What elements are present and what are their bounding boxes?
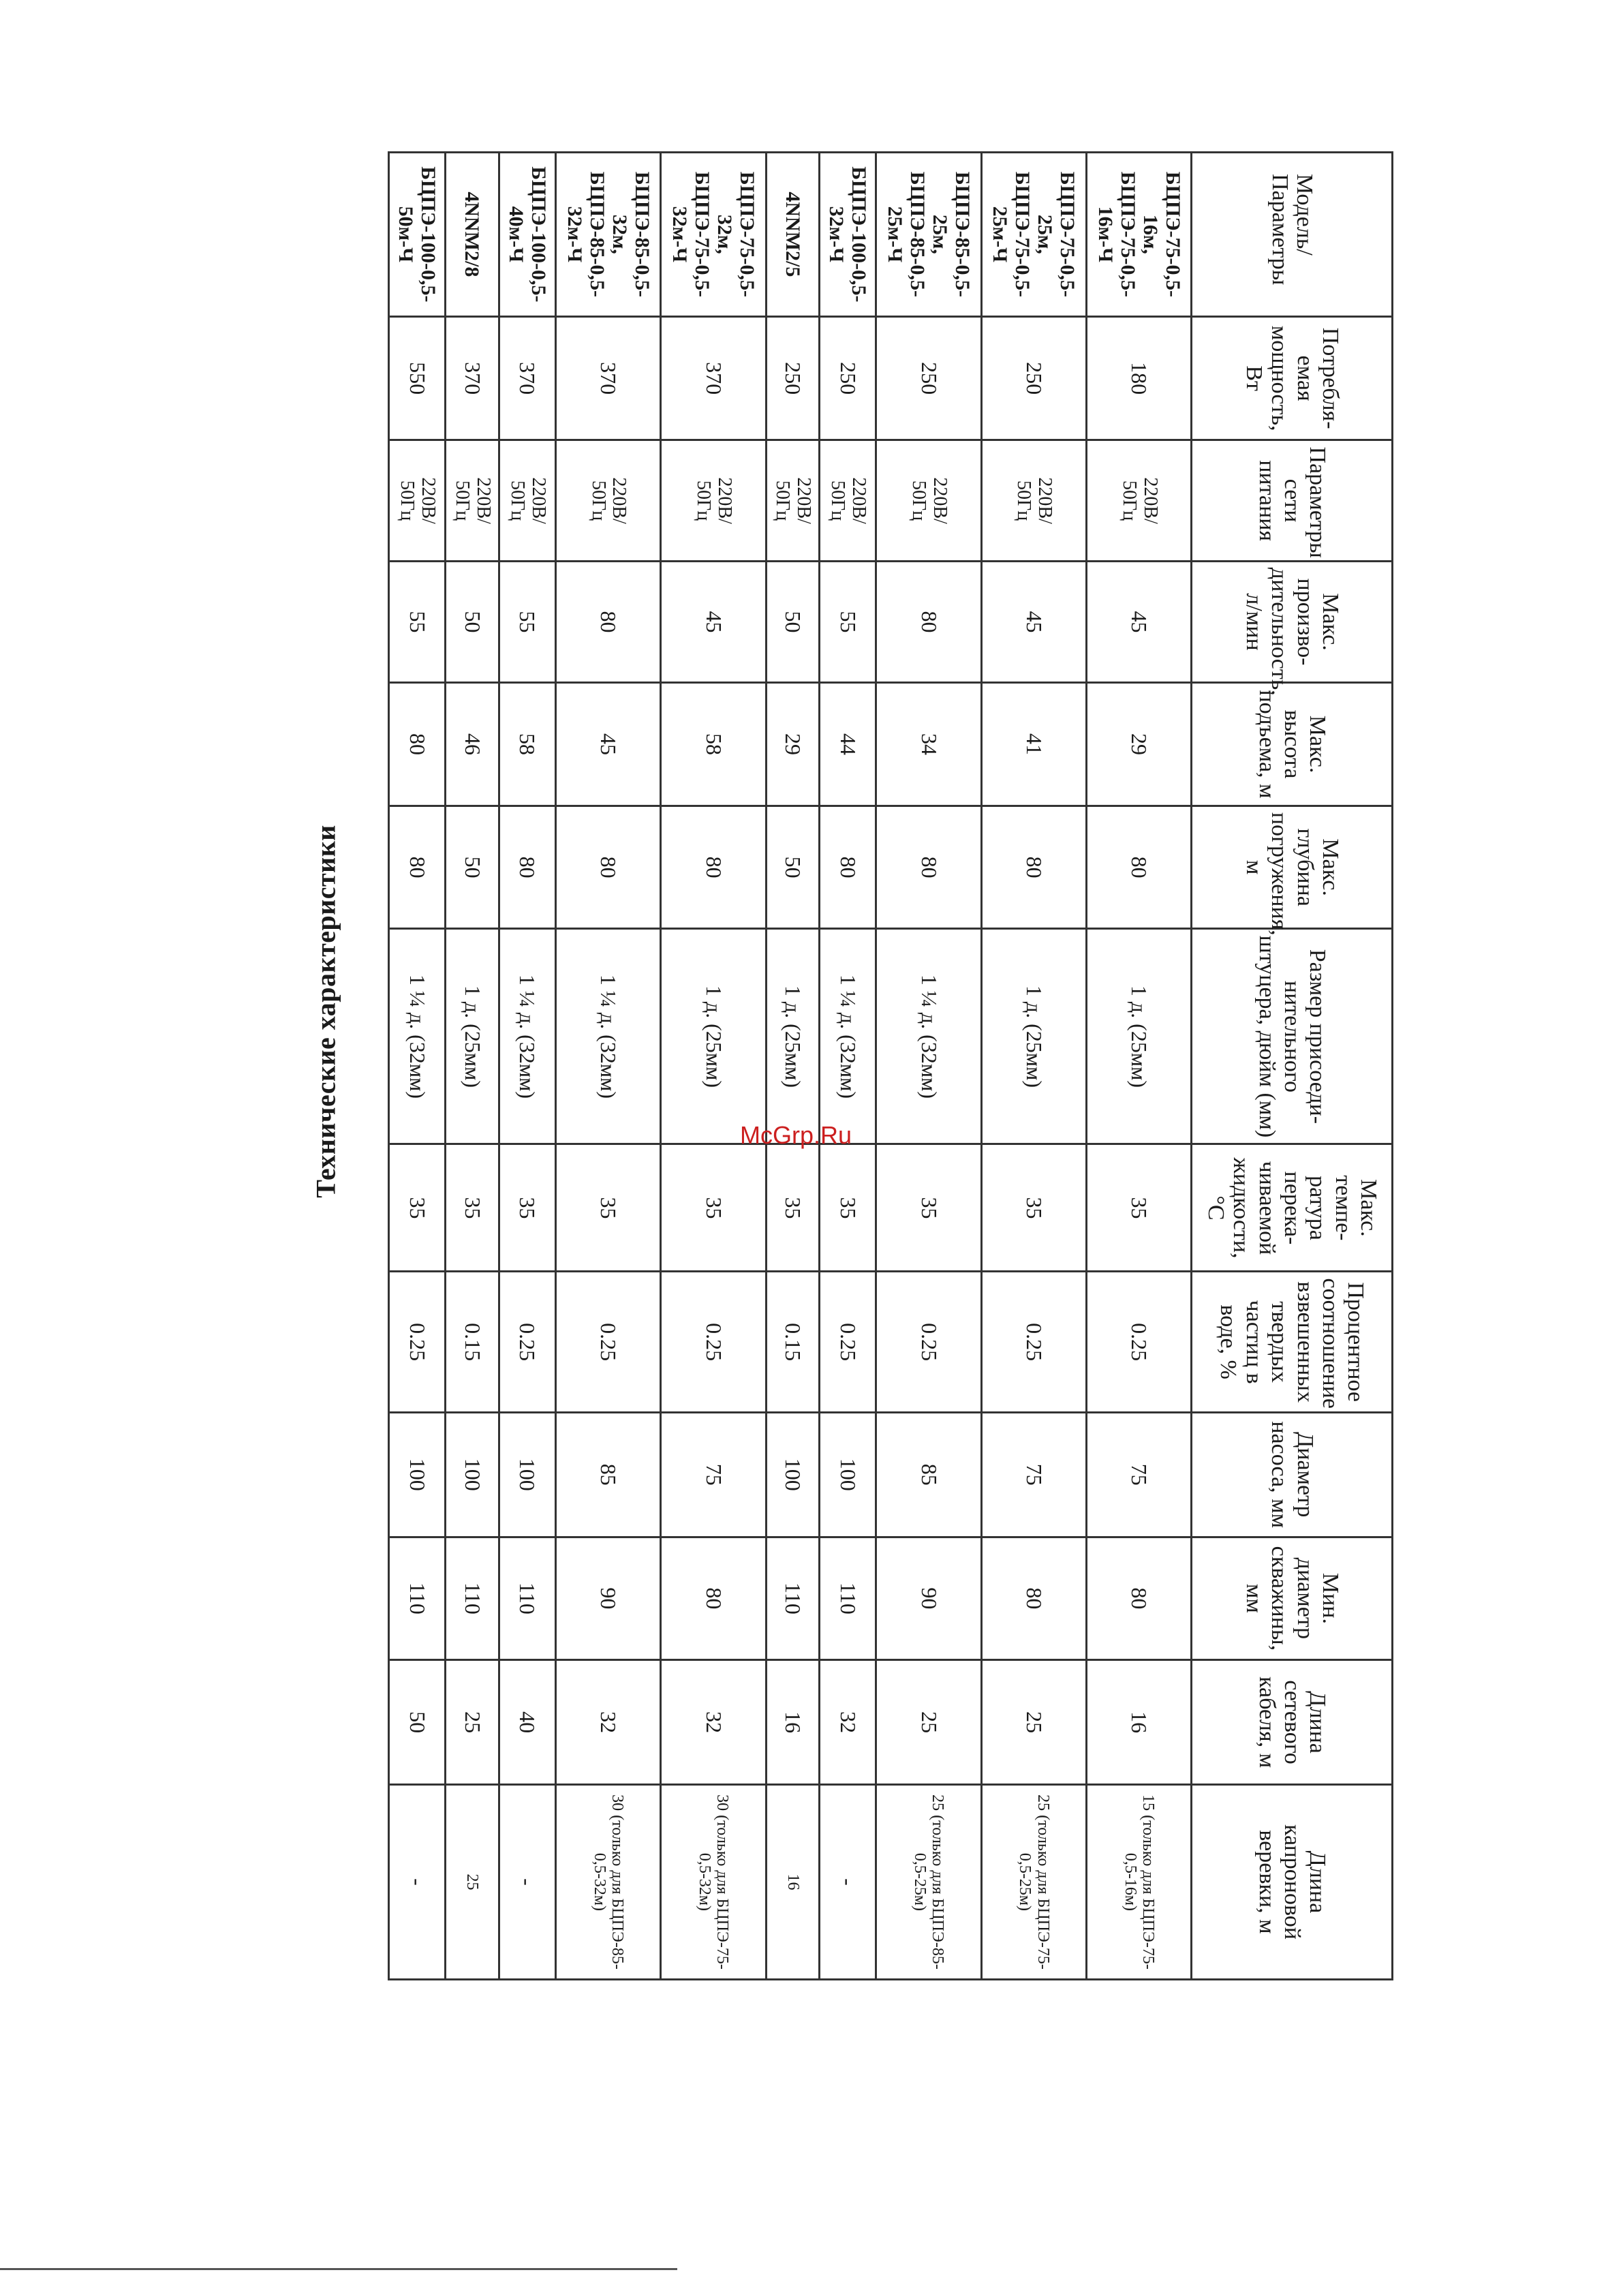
grid-cell: 220В/ 50Гц: [1087, 440, 1192, 561]
lift-cell: 29: [766, 683, 819, 806]
well-cell: 110: [820, 1537, 876, 1660]
power-cell: 370: [555, 316, 660, 440]
header-well: Мин. диаметр скважины, мм: [1192, 1537, 1393, 1660]
fitting-cell: 1 д. (25мм): [661, 929, 766, 1144]
fitting-cell: 1 д. (25мм): [981, 929, 1086, 1144]
grid-cell: 220В/ 50Гц: [876, 440, 981, 561]
rope-cell: 25 (только для БЦПЭ-75-0,5-25м): [981, 1784, 1086, 1979]
depth-cell: 80: [661, 806, 766, 929]
diameter-cell: 100: [389, 1412, 446, 1537]
lift-cell: 58: [499, 683, 555, 806]
grid-cell: 220В/ 50Гц: [820, 440, 876, 561]
lift-cell: 46: [446, 683, 499, 806]
temp-cell: 35: [876, 1144, 981, 1272]
fitting-cell: 1 ¼ д. (32мм): [555, 929, 660, 1144]
depth-cell: 80: [389, 806, 446, 929]
cable-cell: 40: [499, 1660, 555, 1785]
spec-table-wrapper: [388, 151, 1393, 1980]
header-temp: Макс. темпе-ратура перека-чиваемой жидкости, °С: [1192, 1144, 1393, 1272]
well-cell: 110: [499, 1537, 555, 1660]
cable-cell: 25: [981, 1660, 1086, 1785]
solids-cell: 0.25: [1087, 1272, 1192, 1412]
watermark: McGrp.Ru: [740, 1121, 852, 1149]
fitting-cell: 1 ¼ д. (32мм): [499, 929, 555, 1144]
table-row: [766, 153, 819, 1980]
table-row: [820, 153, 876, 1980]
cable-cell: 50: [389, 1660, 446, 1785]
fitting-cell: 1 ¼ д. (32мм): [820, 929, 876, 1144]
diameter-cell: 100: [499, 1412, 555, 1537]
well-cell: 90: [555, 1537, 660, 1660]
model-cell: БЦПЭ-75-0,5-32м, БЦПЭ-75-0,5-32м-Ч: [661, 153, 766, 317]
lift-cell: 44: [820, 683, 876, 806]
table-row: [389, 153, 446, 1980]
flow-cell: 50: [766, 561, 819, 682]
flow-cell: 45: [981, 561, 1086, 682]
grid-cell: 220В/ 50Гц: [446, 440, 499, 561]
well-cell: 110: [446, 1537, 499, 1660]
spec-table-body: [389, 153, 1393, 1980]
solids-cell: 0.25: [555, 1272, 660, 1412]
header-diameter: Диаметр насоса, мм: [1192, 1412, 1393, 1537]
header-lift: Макс. высота подъема, м: [1192, 683, 1393, 806]
depth-cell: 50: [446, 806, 499, 929]
model-cell: 4NNM2/8: [446, 153, 499, 317]
cable-cell: 32: [555, 1660, 660, 1785]
power-cell: 250: [820, 316, 876, 440]
temp-cell: 35: [981, 1144, 1086, 1272]
solids-cell: 0.25: [820, 1272, 876, 1412]
spec-table: [388, 151, 1393, 1980]
well-cell: 80: [981, 1537, 1086, 1660]
table-row: [1087, 153, 1192, 1980]
diameter-cell: 100: [446, 1412, 499, 1537]
cable-cell: 32: [820, 1660, 876, 1785]
solids-cell: 0.15: [446, 1272, 499, 1412]
lift-cell: 41: [981, 683, 1086, 806]
diameter-cell: 100: [820, 1412, 876, 1537]
rope-cell: 30 (только для БЦПЭ-75-0,5-32м): [661, 1784, 766, 1979]
temp-cell: 35: [661, 1144, 766, 1272]
well-cell: 110: [389, 1537, 446, 1660]
rope-cell: 30 (только для БЦПЭ-85-0,5-32м): [555, 1784, 660, 1979]
flow-cell: 55: [820, 561, 876, 682]
power-cell: 370: [446, 316, 499, 440]
rope-cell: 25 (только для БЦПЭ-85-0,5-25м): [876, 1784, 981, 1979]
power-cell: 550: [389, 316, 446, 440]
grid-cell: 220В/ 50Гц: [555, 440, 660, 561]
fitting-cell: 1 д. (25мм): [1087, 929, 1192, 1144]
header-depth: Макс. глубина погружения, м: [1192, 806, 1393, 929]
temp-cell: 35: [446, 1144, 499, 1272]
header-solids: Процентное соотношение взвешенных твердых частиц в воде, %: [1192, 1272, 1393, 1412]
grid-cell: 220В/ 50Гц: [981, 440, 1086, 561]
temp-cell: 35: [766, 1144, 819, 1272]
grid-cell: 220В/ 50Гц: [661, 440, 766, 561]
table-row: [661, 153, 766, 1980]
temp-cell: 35: [820, 1144, 876, 1272]
header-rope: Длина капроновой веревки, м: [1192, 1784, 1393, 1979]
power-cell: 250: [766, 316, 819, 440]
fitting-cell: 1 д. (25мм): [446, 929, 499, 1144]
grid-cell: 220В/ 50Гц: [389, 440, 446, 561]
depth-cell: 80: [499, 806, 555, 929]
model-cell: БЦПЭ-85-0,5-25м, БЦПЭ-85-0,5-25м-Ч: [876, 153, 981, 317]
header-fitting: Размер присоеди-нительного штуцера, дюйм (мм): [1192, 929, 1393, 1144]
diameter-cell: 75: [1087, 1412, 1192, 1537]
model-cell: БЦПЭ-100-0,5-50м-Ч: [389, 153, 446, 317]
table-row: [555, 153, 660, 1980]
well-cell: 90: [876, 1537, 981, 1660]
fitting-cell: 1 ¼ д. (32мм): [876, 929, 981, 1144]
grid-cell: 220В/ 50Гц: [499, 440, 555, 561]
diameter-cell: 75: [981, 1412, 1086, 1537]
depth-cell: 80: [1087, 806, 1192, 929]
footer-divider: [0, 2268, 677, 2270]
fitting-cell: 1 д. (25мм): [766, 929, 819, 1144]
power-cell: 370: [661, 316, 766, 440]
model-cell: БЦПЭ-100-0,5-40м-Ч: [499, 153, 555, 317]
solids-cell: 0.25: [981, 1272, 1086, 1412]
flow-cell: 50: [446, 561, 499, 682]
cable-cell: 25: [446, 1660, 499, 1785]
header-cable: Длина сетевого кабеля, м: [1192, 1660, 1393, 1785]
header-grid: Параметры сети питания: [1192, 440, 1393, 561]
rope-cell: -: [499, 1784, 555, 1979]
fitting-cell: 1 ¼ д. (32мм): [389, 929, 446, 1144]
solids-cell: 0.25: [661, 1272, 766, 1412]
model-cell: БЦПЭ-100-0,5-32м-Ч: [820, 153, 876, 317]
lift-cell: 34: [876, 683, 981, 806]
page-title: Технические характеристики: [310, 825, 341, 1198]
power-cell: 180: [1087, 316, 1192, 440]
solids-cell: 0.15: [766, 1272, 819, 1412]
model-cell: 4NNM2/5: [766, 153, 819, 317]
rope-cell: 15 (только для БЦПЭ-75-0,5-16м): [1087, 1784, 1192, 1979]
header-row: [1192, 153, 1393, 1980]
cable-cell: 32: [661, 1660, 766, 1785]
table-row: [876, 153, 981, 1980]
temp-cell: 35: [555, 1144, 660, 1272]
diameter-cell: 75: [661, 1412, 766, 1537]
flow-cell: 55: [499, 561, 555, 682]
flow-cell: 80: [555, 561, 660, 682]
table-row: [981, 153, 1086, 1980]
lift-cell: 29: [1087, 683, 1192, 806]
well-cell: 110: [766, 1537, 819, 1660]
solids-cell: 0.25: [499, 1272, 555, 1412]
rope-cell: 25: [446, 1784, 499, 1979]
flow-cell: 45: [1087, 561, 1192, 682]
lift-cell: 58: [661, 683, 766, 806]
diameter-cell: 85: [555, 1412, 660, 1537]
diameter-cell: 85: [876, 1412, 981, 1537]
rope-cell: -: [820, 1784, 876, 1979]
solids-cell: 0.25: [389, 1272, 446, 1412]
lift-cell: 45: [555, 683, 660, 806]
temp-cell: 35: [499, 1144, 555, 1272]
header-flow: Макс. произво-дительность, л/мин: [1192, 561, 1393, 682]
depth-cell: 80: [820, 806, 876, 929]
power-cell: 250: [981, 316, 1086, 440]
model-cell: БЦПЭ-75-0,5-25м, БЦПЭ-75-0,5-25м-Ч: [981, 153, 1086, 317]
model-cell: БЦПЭ-75-0,5-16м, БЦПЭ-75-0,5-16м-Ч: [1087, 153, 1192, 317]
diameter-cell: 100: [766, 1412, 819, 1537]
header-power: Потребля-емая мощность, Вт: [1192, 316, 1393, 440]
cable-cell: 16: [1087, 1660, 1192, 1785]
well-cell: 80: [1087, 1537, 1192, 1660]
table-row: [499, 153, 555, 1980]
depth-cell: 80: [981, 806, 1086, 929]
temp-cell: 35: [389, 1144, 446, 1272]
power-cell: 370: [499, 316, 555, 440]
well-cell: 80: [661, 1537, 766, 1660]
table-row: [446, 153, 499, 1980]
lift-cell: 80: [389, 683, 446, 806]
header-model: Модель/ Параметры: [1192, 153, 1393, 317]
spec-table-rotated: [388, 151, 1393, 1980]
cable-cell: 16: [766, 1660, 819, 1785]
depth-cell: 80: [876, 806, 981, 929]
model-cell: БЦПЭ-85-0,5-32м, БЦПЭ-85-0,5-32м-Ч: [555, 153, 660, 317]
cable-cell: 25: [876, 1660, 981, 1785]
flow-cell: 45: [661, 561, 766, 682]
rope-cell: -: [389, 1784, 446, 1979]
flow-cell: 80: [876, 561, 981, 682]
solids-cell: 0.25: [876, 1272, 981, 1412]
grid-cell: 220В/ 50Гц: [766, 440, 819, 561]
temp-cell: 35: [1087, 1144, 1192, 1272]
rope-cell: 16: [766, 1784, 819, 1979]
flow-cell: 55: [389, 561, 446, 682]
power-cell: 250: [876, 316, 981, 440]
depth-cell: 80: [555, 806, 660, 929]
depth-cell: 50: [766, 806, 819, 929]
